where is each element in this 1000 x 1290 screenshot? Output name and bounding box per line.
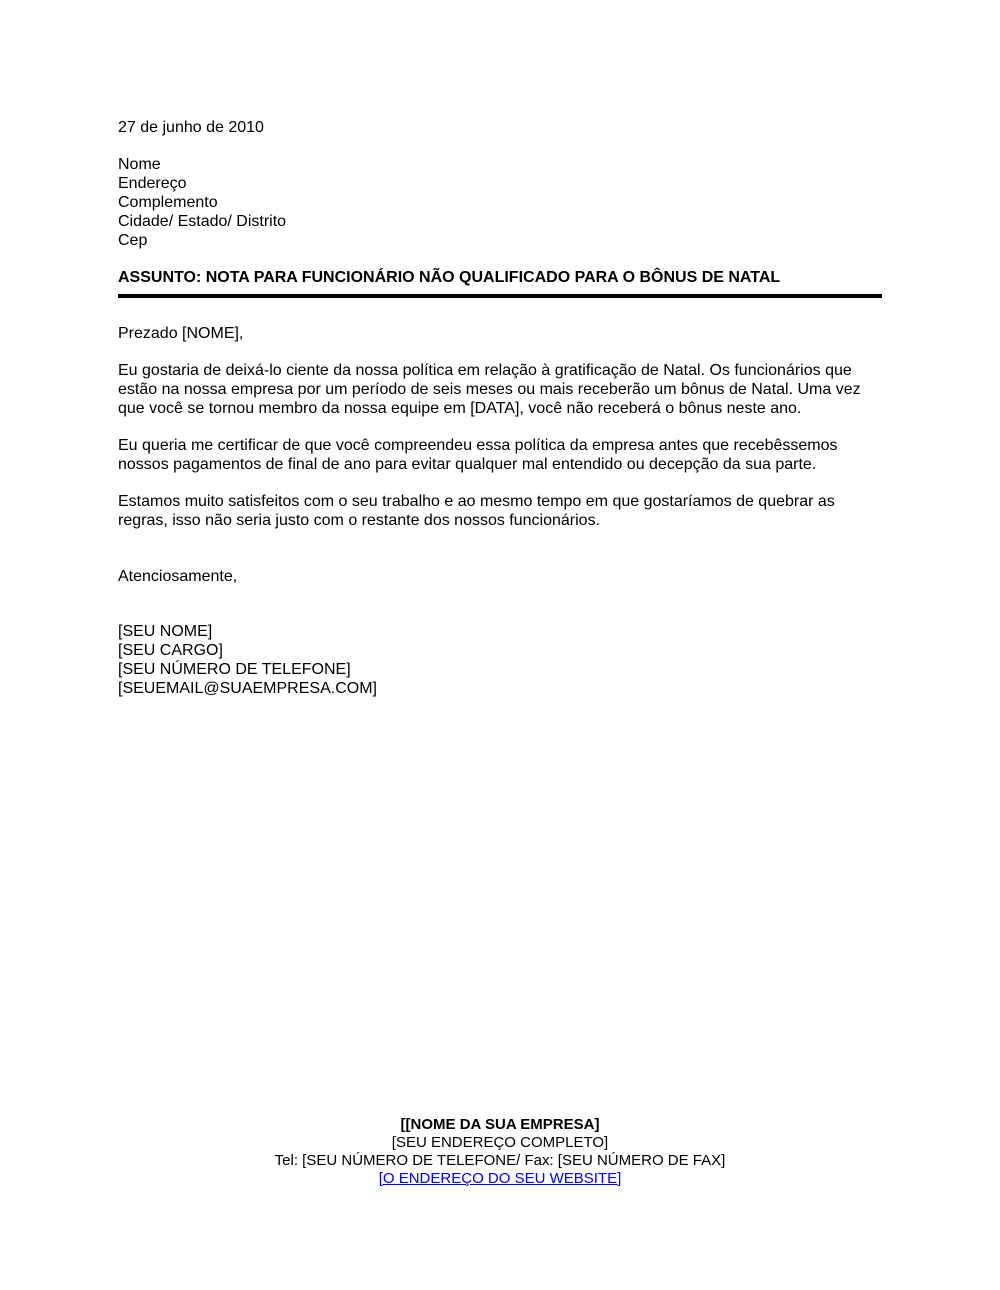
- company-footer: [0, 1116, 1000, 1188]
- sender-title: [SEU CARGO]: [118, 642, 223, 659]
- paragraph-clarification: Eu queria me certificar de que você compreendeu essa política da empresa antes que recebêssemos nossos pagamentos de final de ano para evitar qualquer mal entendido ou decepção da sua parte.: [118, 437, 838, 473]
- paragraph-bonus-policy: Eu gostaria de deixá-lo ciente da nossa política em relação à gratificação de Natal. Os funcionários que estão na nossa empresa por um período de seis meses ou mais receberão um bônus de Natal. Uma vez que você se tornou membro da nossa equipe em [DATA], você não receberá o bônus neste ano.: [118, 362, 861, 417]
- sender-email: [SEUEMAIL@SUAEMPRESA.COM]: [118, 680, 377, 697]
- sender-name: [SEU NOME]: [118, 623, 213, 640]
- footer-tel-fax: Tel: [SEU NÚMERO DE TELEFONE/ Fax: [SEU NÚMERO DE FAX]: [274, 1152, 726, 1169]
- footer-company-address: [SEU ENDEREÇO COMPLETO]: [391, 1134, 609, 1151]
- paragraph-appreciation: Estamos muito satisfeitos com o seu trabalho e ao mesmo tempo em que gostaríamos de quebrar as regras, isso não seria justo com o restante dos nossos funcionários.: [118, 493, 835, 529]
- recipient-city-state-district: Cidade/ Estado/ Distrito: [118, 213, 287, 230]
- letter-date: 27 de junho de 2010: [118, 119, 264, 136]
- subject-line: ASSUNTO: NOTA PARA FUNCIONÁRIO NÃO QUALIFICADO PARA O BÔNUS DE NATAL: [118, 269, 781, 286]
- letter-body: [118, 118, 882, 698]
- recipient-address-block: [118, 155, 882, 250]
- footer-website-link[interactable]: [O ENDEREÇO DO SEU WEBSITE]: [378, 1170, 622, 1187]
- recipient-address: Endereço: [118, 175, 187, 192]
- salutation: Prezado [NOME],: [118, 325, 244, 342]
- footer-company-name: [[NOME DA SUA EMPRESA]: [400, 1116, 600, 1133]
- sender-phone: [SEU NÚMERO DE TELEFONE]: [118, 661, 351, 678]
- footer-website-line: [0, 1170, 1000, 1188]
- recipient-name: Nome: [118, 156, 161, 173]
- signature-block: [118, 622, 882, 698]
- recipient-zip: Cep: [118, 232, 148, 249]
- subject-divider: [118, 294, 882, 298]
- recipient-complement: Complemento: [118, 194, 218, 211]
- closing: Atenciosamente,: [118, 568, 238, 585]
